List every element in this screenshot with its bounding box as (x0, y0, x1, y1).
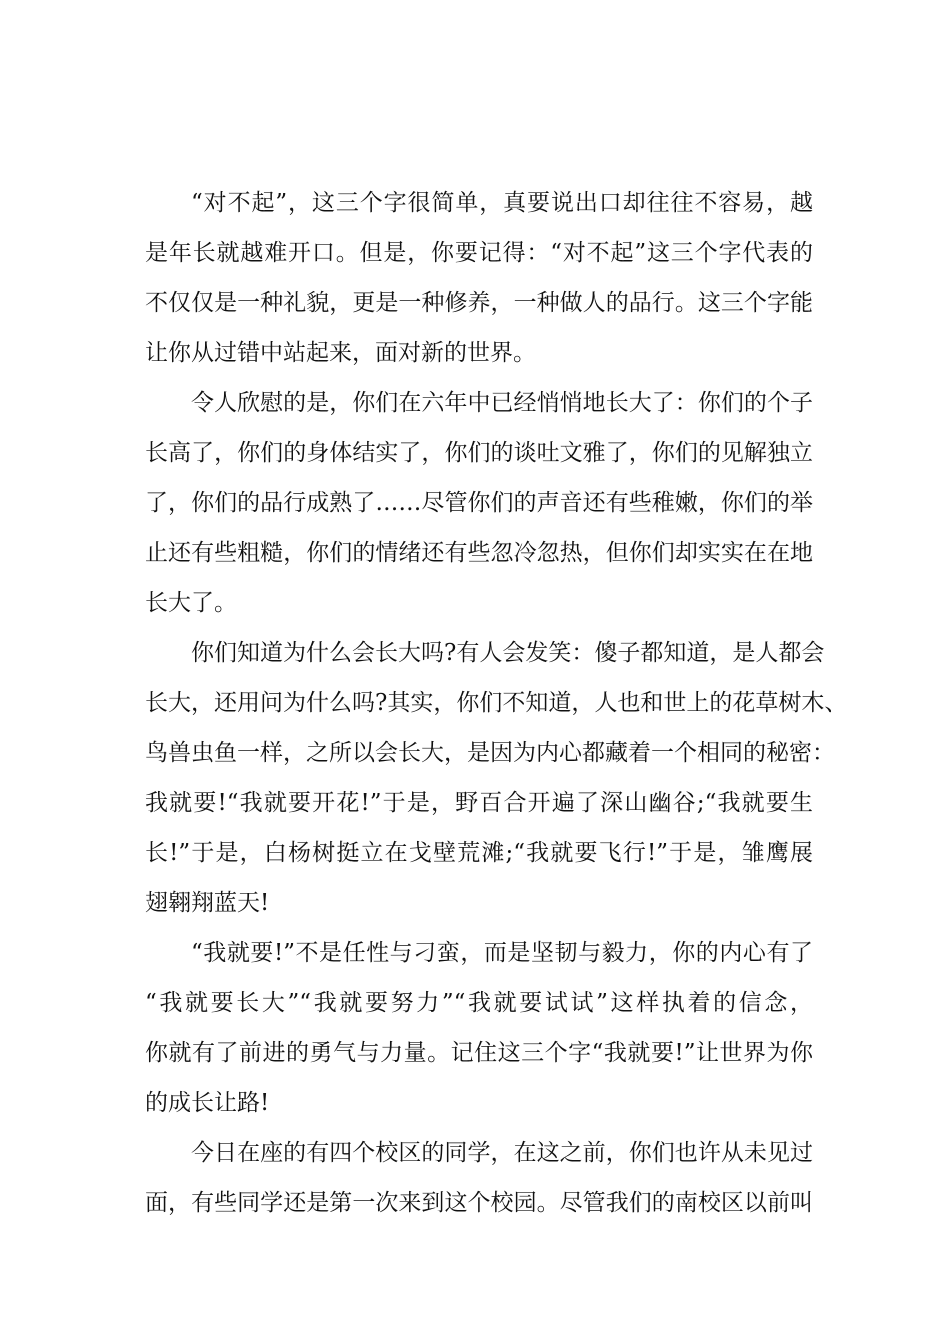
paragraph-1 (145, 178, 813, 378)
text-line: 让你从过错中站起来，面对新的世界。 (145, 340, 536, 366)
text-line: 令人欣慰的是，你们在六年中已经悄悄地长大了：你们的个子 (191, 390, 813, 416)
text-line: 不仅仅是一种礼貌，更是一种修养，一种做人的品行。这三个字能 (145, 290, 813, 316)
paragraph-5 (145, 1128, 813, 1228)
text-line: 长高了，你们的身体结实了，你们的谈吐文雅了，你们的见解独立 (145, 440, 813, 466)
text-line: “对不起”，这三个字很简单，真要说出口却往往不容易，越 (191, 190, 813, 216)
paragraph-2 (145, 378, 813, 628)
document-body (145, 178, 848, 1228)
text-line: 长大了。 (145, 590, 237, 616)
text-line: 长!”于是，白杨树挺立在戈壁荒滩;“我就要飞行!”于是，雏鹰展 (145, 840, 813, 866)
text-line: 今日在座的有四个校区的同学，在这之前，你们也许从未见过 (191, 1140, 813, 1166)
text-line: “我就要长大”“我就要努力”“我就要试试”这样执着的信念， (145, 990, 813, 1016)
paragraph-3 (145, 628, 848, 928)
text-line: 的成长让路! (145, 1090, 270, 1116)
text-line: 你们知道为什么会长大吗?有人会发笑：傻子都知道，是人都会 (191, 640, 825, 666)
text-line: 止还有些粗糙，你们的情绪还有些忽冷忽热，但你们却实实在在地 (145, 540, 813, 566)
text-line: “我就要!”不是任性与刁蛮，而是坚韧与毅力，你的内心有了 (191, 940, 813, 966)
text-line: 面，有些同学还是第一次来到这个校园。尽管我们的南校区以前叫 (145, 1190, 813, 1216)
text-line: 鸟兽虫鱼一样，之所以会长大，是因为内心都藏着一个相同的秘密： (145, 740, 835, 766)
text-line: 你就有了前进的勇气与力量。记住这三个字“我就要!”让世界为你 (145, 1040, 813, 1066)
text-line: 了，你们的品行成熟了……尽管你们的声音还有些稚嫩，你们的举 (145, 490, 813, 516)
paragraph-4 (145, 928, 813, 1128)
text-line: 我就要!“我就要开花!”于是，野百合开遍了深山幽谷;“我就要生 (145, 790, 813, 816)
text-line: 长大，还用问为什么吗?其实，你们不知道，人也和世上的花草树木、 (145, 690, 848, 716)
text-line: 翅翱翔蓝天! (145, 890, 270, 916)
text-line: 是年长就越难开口。但是，你要记得：“对不起”这三个字代表的 (145, 240, 813, 266)
